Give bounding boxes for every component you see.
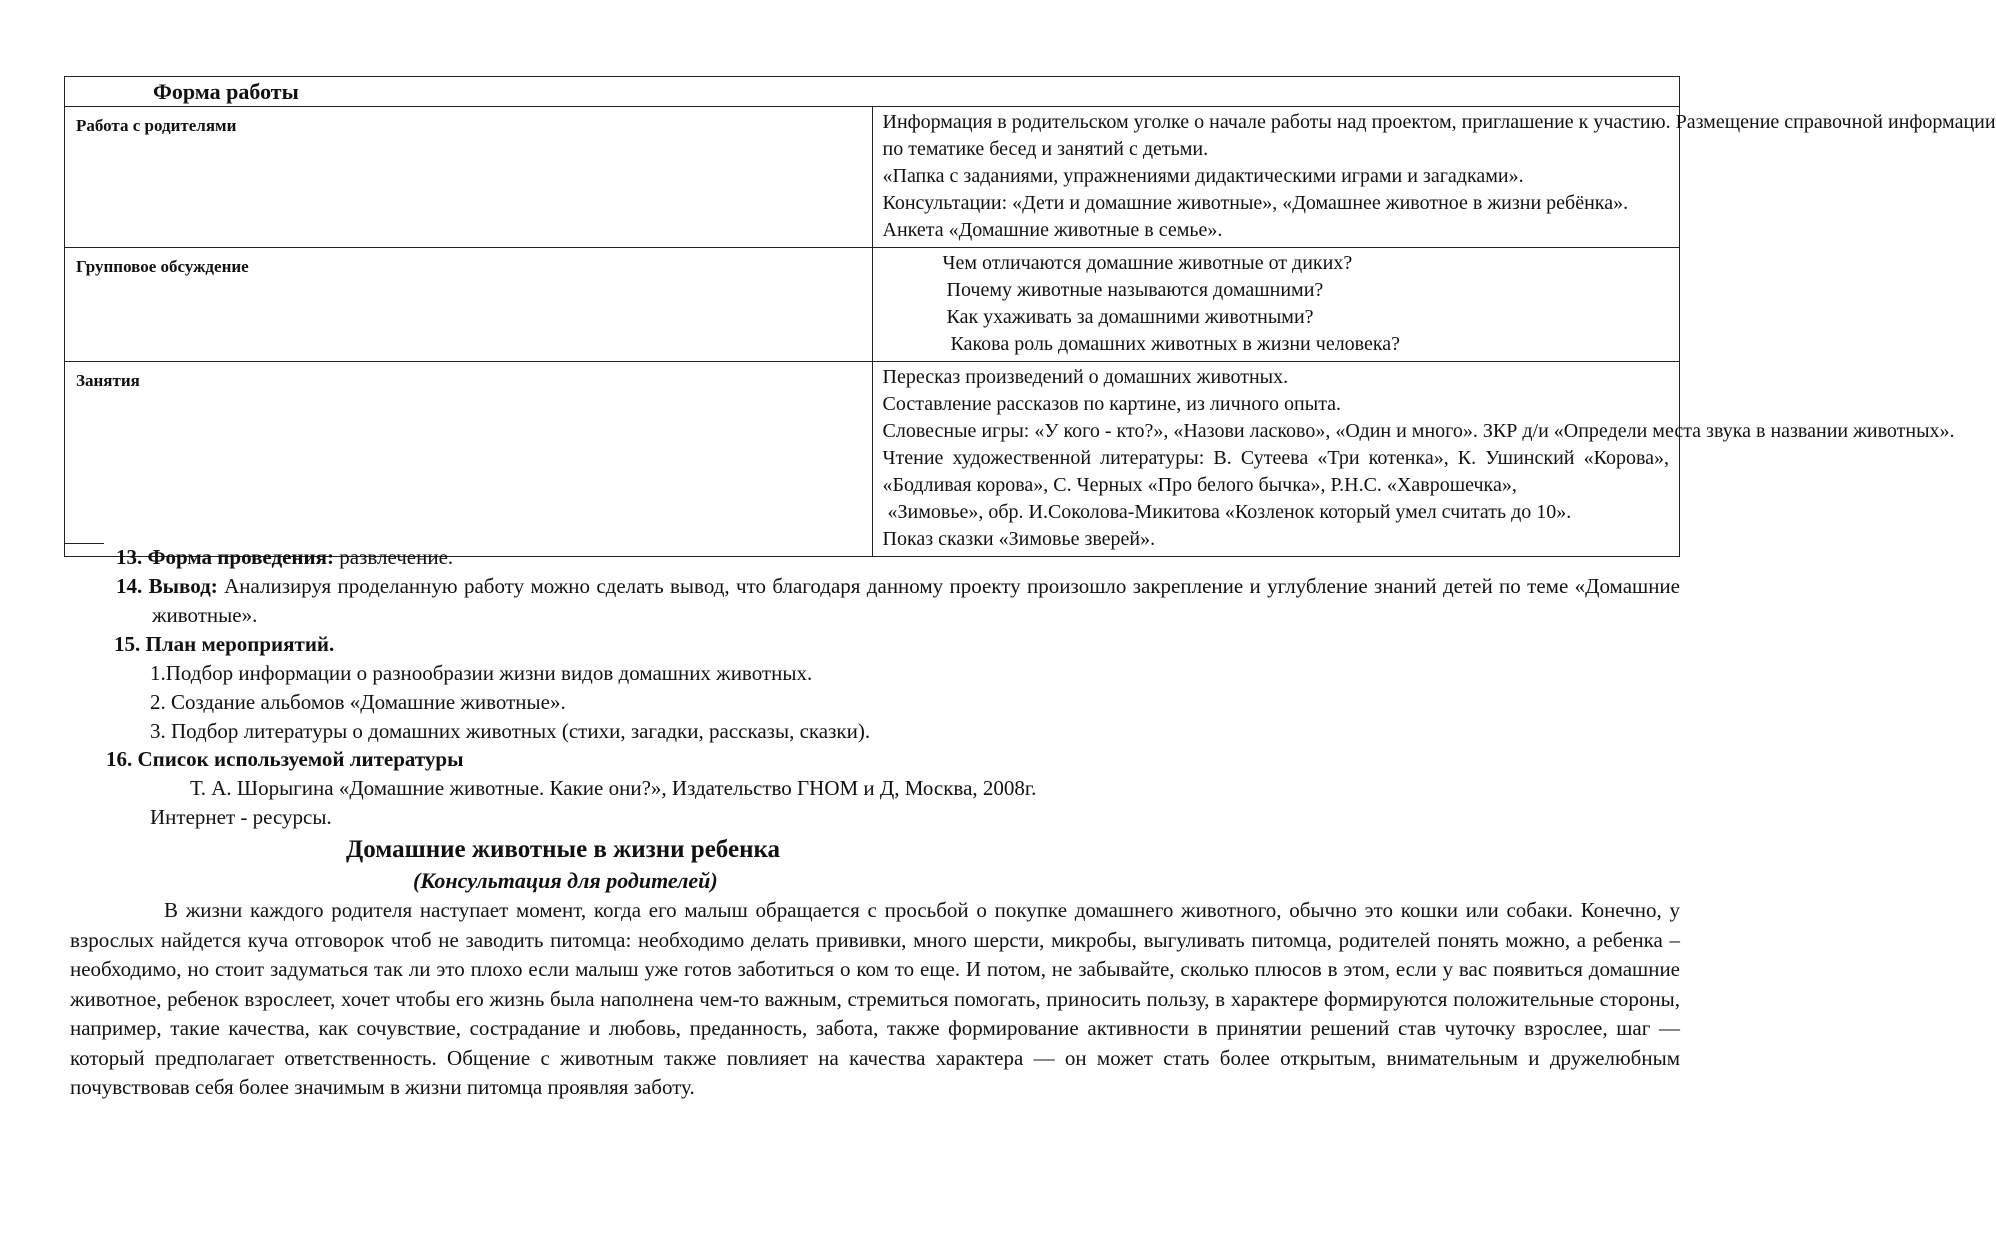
- section-14-label: 14. Вывод:: [116, 574, 218, 598]
- question-line: Почему животные называются домашними?: [946, 279, 1324, 301]
- table-row: [65, 248, 1680, 362]
- table-border-tick: [64, 543, 104, 544]
- section-14: [116, 572, 1680, 630]
- table-row: [65, 362, 1680, 557]
- row-content-group-discussion: [872, 248, 1680, 362]
- section-13: [116, 543, 453, 572]
- section-14-text: Анализируя проделанную работу можно сделать вывод, что благодаря данному проекту произошло закрепление и углубление знаний детей по теме «Домашние животные».: [152, 574, 1680, 627]
- table-header: Форма работы: [65, 77, 1680, 107]
- table-header-row: [65, 77, 1680, 107]
- content-line: Информация в родительском уголке о начале работы над проектом, приглашение к участию. Размещение справочной информации: [882, 111, 1996, 133]
- content-line: по тематике бесед и занятий с детьми.: [882, 138, 1209, 160]
- content-line: «Зимовье», обр. И.Соколова-Микитова «Козленок который умел считать до 10».: [882, 501, 1572, 523]
- question-line: Какова роль домашних животных в жизни человека?: [950, 333, 1401, 355]
- article-subtitle: (Консультация для родителей): [413, 868, 718, 893]
- content-line: Составление рассказов по картине, из личного опыта.: [882, 393, 1342, 415]
- question-line: Чем отличаются домашние животные от диких?: [942, 252, 1353, 274]
- section-16-heading: 16. Список используемой литературы: [106, 747, 464, 771]
- plan-item: 1.Подбор информации о разнообразии жизни видов домашних животных.: [150, 661, 813, 685]
- row-content-classes: [872, 362, 1955, 557]
- content-line: Пересказ произведений о домашних животных.: [882, 366, 1289, 388]
- literature-item: Т. А. Шорыгина «Домашние животные. Какие они?», Издательство ГНОМ и Д, Москва, 2008г.: [190, 776, 1037, 800]
- row-label-parents: Работа с родителями: [65, 107, 873, 248]
- question-line: Как ухаживать за домашними животными?: [946, 306, 1314, 328]
- content-line: Консультации: «Дети и домашние животные», «Домашнее животное в жизни ребёнка».: [882, 192, 1629, 214]
- row-label-classes: Занятия: [65, 362, 873, 557]
- table-row: [65, 107, 1680, 248]
- section-13-text: развлечение.: [333, 545, 454, 569]
- row-label-group-discussion: Групповое обсуждение: [65, 248, 873, 362]
- plan-item: 3. Подбор литературы о домашних животных (стихи, загадки, рассказы, сказки).: [150, 719, 871, 743]
- content-line: Словесные игры: «У кого - кто?», «Назови ласково», «Один и много». ЗКР д/и «Определи места звука в названии животных».: [882, 420, 1955, 442]
- article-title: Домашние животные в жизни ребенка: [346, 836, 781, 863]
- work-form-table: [64, 76, 1996, 557]
- row-content-parents: [872, 107, 1996, 248]
- plan-item: 2. Создание альбомов «Домашние животные».: [150, 690, 566, 714]
- content-line: Чтение художественной литературы: В. Сутеева «Три котенка», К. Ушинский «Корова», «Бодливая корова», С. Черных «Про белого бычка», Р.Н.С. «Хаврошечка»,: [882, 447, 1669, 496]
- content-line: Анкета «Домашние животные в семье».: [882, 219, 1223, 241]
- section-13-label: 13. Форма проведения:: [116, 545, 334, 569]
- content-line: Показ сказки «Зимовье зверей».: [882, 528, 1156, 550]
- section-15-heading: 15. План мероприятий.: [114, 632, 335, 656]
- content-line: «Папка с заданиями, упражнениями дидактическими играми и загадками».: [882, 165, 1524, 187]
- article-body: В жизни каждого родителя наступает момент, когда его малыш обращается с просьбой о покупке домашнего животного, обычно это кошки или собаки. Конечно, у взрослых найдется куча отговорок чтоб не заводить питомца: необходимо делать прививки, много шерсти, микробы, выгуливать питомца, родителей понять можно, а ребенка – необходимо, но стоит задуматься так ли это плохо если малыш уже готов заботиться о ком то еще. И потом, не забывайте, сколько плюсов в этом, если у вас появиться домашние животное, ребенок взрослеет, хочет чтобы его жизнь была наполнена чем-то важным, стремиться помогать, приносить пользу, в характере формируются положительные стороны, например, такие качества, как сочувствие, сострадание и любовь, преданность, забота, также формирование активности в принятии решений став чуточку взрослее, шаг — который предполагает ответственность. Общение с животным также повлияет на качества характера — он может стать более открытым, внимательным и дружелюбным почувствовав себя более значимым в жизни питомца проявляя заботу.: [70, 898, 1680, 1099]
- literature-item: Интернет - ресурсы.: [150, 805, 332, 829]
